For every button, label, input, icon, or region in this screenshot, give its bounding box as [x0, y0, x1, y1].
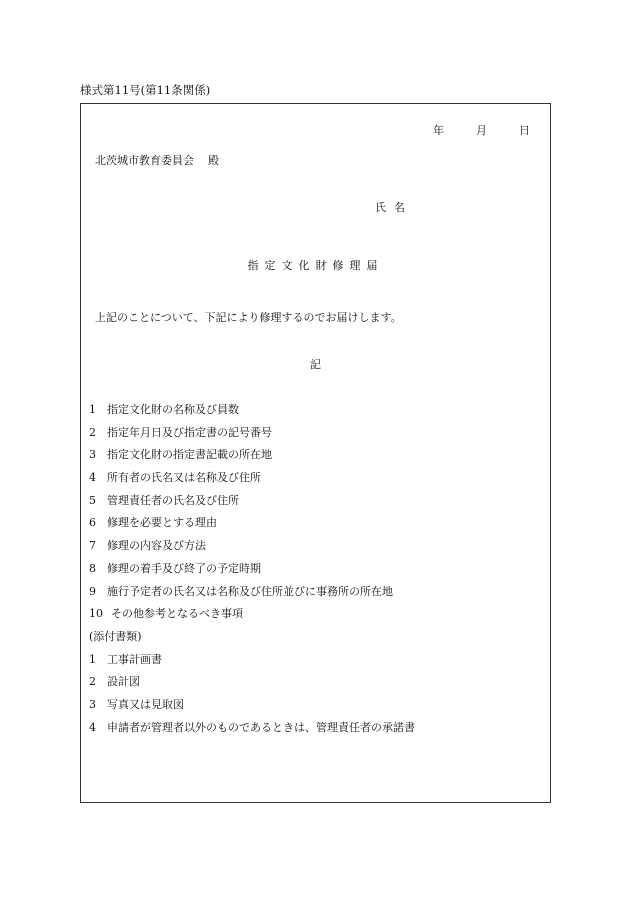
addressee-name: 北茨城市教育委員会: [95, 154, 194, 167]
attachment-text: 設計図: [107, 675, 140, 689]
item-text: 修理の内容及び方法: [107, 539, 206, 553]
item-number: 3: [89, 448, 96, 462]
attachment-text: 申請者が管理者以外のものであるときは、管理責任者の承諾書: [107, 720, 415, 734]
list-item: [89, 717, 415, 740]
item-number: 6: [89, 516, 96, 530]
list-item: [89, 490, 415, 513]
date-year-label: 年: [433, 124, 444, 137]
ki-heading: 記: [310, 358, 321, 371]
item-number: 2: [89, 425, 96, 439]
item-number: 10: [89, 607, 103, 621]
item-text: 修理の着手及び終了の予定時期: [107, 561, 261, 575]
item-text: 施行予定者の氏名又は名称及び住所並びに事務所の所在地: [107, 584, 393, 598]
attachment-number: 3: [89, 697, 96, 711]
date-row: [433, 122, 530, 138]
list-item: [89, 558, 415, 581]
name-label: 氏名: [375, 201, 413, 214]
list-item: [89, 649, 415, 672]
attachments-heading: (添付書類): [89, 629, 142, 643]
item-number: 9: [89, 584, 96, 598]
document-title: 指定文化財修理届: [247, 259, 384, 272]
item-text: 所有者の氏名又は名称及び住所: [107, 471, 261, 485]
item-text: 管理責任者の氏名及び住所: [107, 493, 239, 507]
form-frame: [80, 103, 551, 803]
addressee-honorific: 殿: [208, 154, 219, 167]
attachment-number: 2: [89, 675, 96, 689]
list-item: [89, 694, 415, 717]
item-number: 1: [89, 403, 96, 416]
list-item: [89, 581, 415, 604]
list-item: [89, 535, 415, 558]
attachment-number: 1: [89, 652, 96, 666]
item-text: 指定文化財の指定書記載の所在地: [107, 448, 272, 462]
item-text: 指定文化財の名称及び員数: [107, 403, 239, 416]
form-number: 様式第11号(第11条関係): [80, 83, 211, 97]
item-number: 4: [89, 471, 96, 485]
attachment-text: 写真又は見取図: [107, 697, 184, 711]
list-item: [89, 467, 415, 490]
list-item: [89, 671, 415, 694]
list-item: [89, 399, 415, 422]
item-number: 5: [89, 493, 96, 507]
attachment-number: 4: [89, 720, 96, 734]
item-number: 7: [89, 539, 96, 553]
item-text: 指定年月日及び指定書の記号番号: [107, 425, 272, 439]
list-item: [89, 444, 415, 467]
attachment-text: 工事計画書: [107, 652, 162, 666]
item-text: その他参考となるべき事項: [111, 607, 243, 621]
list-item: [89, 422, 415, 445]
body-text: 上記のことについて、下記により修理するのでお届けします。: [95, 311, 402, 324]
item-number: 8: [89, 561, 96, 575]
list-item: [89, 603, 415, 626]
addressee: [95, 152, 219, 168]
date-day-label: 日: [519, 124, 530, 137]
date-month-label: 月: [476, 124, 487, 137]
item-list: [89, 399, 415, 739]
list-item: [89, 512, 415, 535]
item-text: 修理を必要とする理由: [107, 516, 217, 530]
